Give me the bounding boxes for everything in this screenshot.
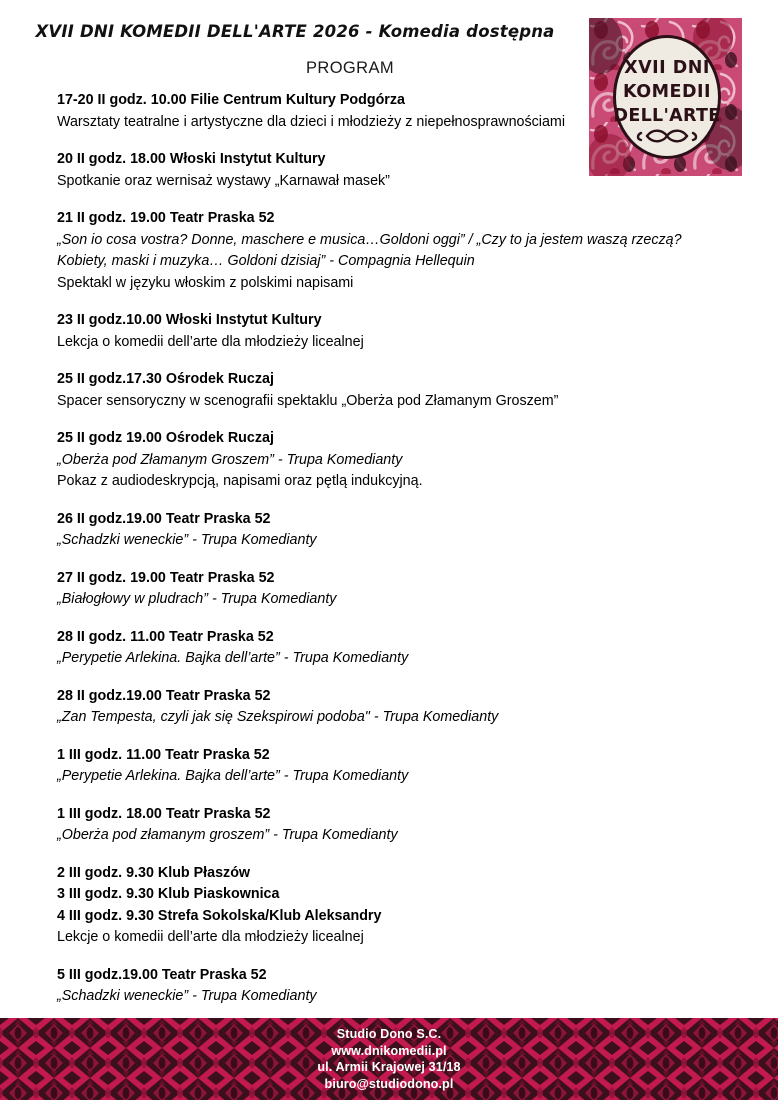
program-entry [57,90,757,133]
program-entry [57,627,757,670]
program-entry-line: „Perypetie Arlekina. Bajka dell’arte” - Trupa Komedianty [57,768,409,784]
program-entry-line: Spotkanie oraz wernisaż wystawy „Karnawał masek” [57,172,390,189]
logo-line-2: KOMEDII [622,82,712,102]
program-entry-heading: 17-20 II godz. 10.00 Filie Centrum Kultury Podgórza [57,92,405,108]
program-entry-heading: 28 II godz.19.00 Teatr Praska 52 [57,687,271,704]
program-entry [57,149,757,192]
program-entry-heading: 28 II godz. 11.00 Teatr Praska 52 [57,628,274,645]
document-footer [0,1018,778,1100]
program-entry [57,965,757,1008]
program-entry-heading: 27 II godz. 19.00 Teatr Praska 52 [57,569,275,586]
logo-line-1: XVII DNI [624,58,710,78]
program-heading: PROGRAM [305,59,395,77]
program-entry-line: Lekcja o komedii dell’arte dla młodzieży licealnej [57,333,364,350]
program-entry-heading: 4 III godz. 9.30 Strefa Sokolska/Klub Aleksandry [57,907,382,924]
program-entry [57,745,757,788]
footer-line: biuro@studiodono.pl [324,1076,454,1091]
program-entry-line: Warsztaty teatralne i artystyczne dla dzieci i młodzieży z niepełnosprawnościami [57,113,566,130]
program-entry-line: „Son io cosa vostra? Donne, maschere e musica…Goldoni oggi” / „Czy to ja jestem waszą rzeczą? [57,231,682,248]
program-entry-line: Kobiety, maski i muzyka… Goldoni dzisiaj” - Compagnia Hellequin [57,253,475,269]
program-entry-heading: 26 II godz.19.00 Teatr Praska 52 [57,510,271,527]
program-entry [57,310,757,353]
program-entry-heading: 25 II godz.17.30 Ośrodek Ruczaj [57,371,274,387]
program-entry [57,509,757,552]
program-entry [57,686,757,729]
program-entry [57,863,757,949]
program-entry-heading: 1 III godz. 11.00 Teatr Praska 52 [57,746,270,763]
program-entry-heading: 3 III godz. 9.30 Klub Piaskownica [57,886,280,902]
program-entry-line: Spacer sensoryczny w scenografii spektaklu „Oberża pod Złamanym Groszem” [57,392,559,409]
program-entry-line: „Schadzki weneckie” - Trupa Komedianty [57,988,317,1004]
program-entry-heading: 21 II godz. 19.00 Teatr Praska 52 [57,210,275,226]
program-entry [57,369,757,412]
page-title: XVII DNI KOMEDII DELL'ARTE 2026 - Komedia dostępna [35,22,555,41]
program-entry-heading: 2 III godz. 9.30 Klub Płaszów [57,864,251,881]
program-entry-line: „Schadzki weneckie” - Trupa Komedianty [57,532,317,548]
footer-line: www.dnikomedii.pl [331,1043,447,1058]
program-entry-line: „Oberża pod Złamanym Groszem” - Trupa Komedianty [57,451,403,468]
program-entry [57,568,757,611]
footer-contact-block [0,1018,778,1100]
program-entry-line: „Perypetie Arlekina. Bajka dell’arte” - Trupa Komedianty [57,650,409,666]
program-entry [57,804,757,847]
program-entry-heading: 1 III godz. 18.00 Teatr Praska 52 [57,805,271,822]
program-entry-heading: 5 III godz.19.00 Teatr Praska 52 [57,966,267,983]
program-entry-line: „Zan Tempesta, czyli jak się Szekspirowi podoba" - Trupa Komedianty [57,709,499,725]
logo-line-3: DELL'ARTE [613,106,721,126]
program-entry-heading: 20 II godz. 18.00 Włoski Instytut Kultury [57,151,326,167]
program-list [57,90,757,1067]
program-entry-line: „Oberża pod złamanym groszem” - Trupa Komedianty [57,827,398,843]
program-entry [57,428,757,493]
program-entry-line: „Białogłowy w pludrach” - Trupa Komedianty [57,591,337,607]
program-entry-line: Lekcje o komedii dell’arte dla młodzieży licealnej [57,929,364,945]
program-entry [57,208,757,294]
program-entry-line: Pokaz z audiodeskrypcją, napisami oraz pętlą indukcyjną. [57,473,423,489]
program-entry-line: Spektakl w języku włoskim z polskimi napisami [57,274,354,291]
footer-line: Studio Dono S.C. [336,1027,442,1041]
program-entry-heading: 23 II godz.10.00 Włoski Instytut Kultury [57,312,322,328]
program-entry-heading: 25 II godz 19.00 Ośrodek Ruczaj [57,430,274,446]
footer-line: ul. Armii Krajowej 31/18 [317,1060,461,1074]
